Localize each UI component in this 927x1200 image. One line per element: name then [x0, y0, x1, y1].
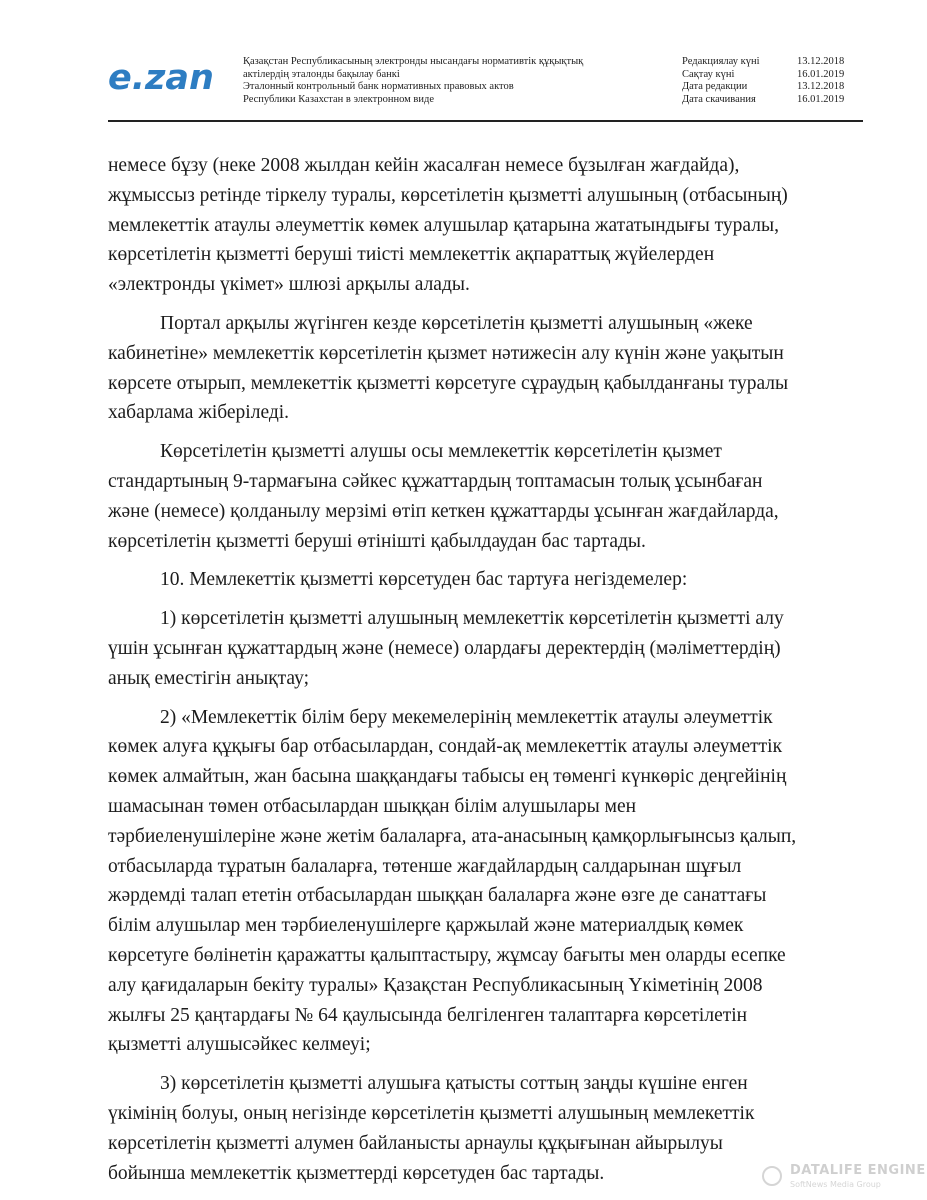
text-line: стандартының 9-тармағына сәйкес құжаттардың топтамасын толық ұсынбаған [108, 470, 763, 492]
text-line: 2) «Мемлекеттік білім беру мекемелерінің мемлекеттік атаулы әлеуметтік [160, 706, 773, 728]
text-line: жылғы 25 қаңтардағы № 64 қаулысында белгіленген талаптарға көрсетілетін [108, 1004, 748, 1026]
meta-row [682, 56, 867, 69]
ezan-logo: e.zan [108, 58, 214, 98]
text-line: көмек алмайтын, жан басына шаққандағы табысы ең төменгі күнкөріс деңгейінің [108, 766, 787, 788]
header-meta [682, 56, 867, 106]
watermark-subtitle: SoftNews Media Group [790, 1180, 881, 1189]
text-line: көрсетілетін қызметті алумен байланысты арнаулы құқығынан айырылуы [108, 1132, 723, 1154]
paragraph [108, 1069, 848, 1188]
text-line: 10. Мемлекеттік қызметті көрсетуден бас тартуға негіздемелер: [160, 569, 688, 591]
paragraph [108, 437, 848, 556]
header-desc-line: актілердің эталонды бақылау банкі [243, 68, 400, 80]
paragraph [108, 151, 848, 300]
text-line: шамасынан төмен отбасылардан шыққан білім алушылары мен [108, 795, 637, 817]
paragraph [108, 703, 848, 1061]
text-line: «электронды үкімет» шлюзі арқылы алады. [108, 274, 470, 296]
meta-label: Дата редакции [682, 81, 748, 92]
text-line: жәрдемді талап ететін отбасылардан шыққан балаларға және өзге де санаттағы [108, 885, 767, 907]
meta-value: 16.01.2019 [797, 93, 845, 105]
meta-row [682, 94, 867, 107]
header-desc-line: Қазақстан Республикасының электронды нысандағы нормативтік құқықтық [243, 56, 584, 67]
text-line: хабарлама жіберіледі. [108, 402, 290, 424]
text-line: және (немесе) қолданылу мерзімі өтіп кеткен құжаттарды ұсынған жағдайларда, [108, 500, 779, 522]
text-line: көмек алуға құқығы бар отбасылардан, сондай-ақ мемлекеттік атаулы әлеуметтік [108, 736, 783, 758]
text-line: Портал арқылы жүгінген кезде көрсетілетін қызметті алушының «жеке [160, 312, 753, 334]
meta-label: Дата скачивания [682, 93, 756, 105]
header-description [243, 56, 583, 106]
meta-value: 13.12.2018 [797, 81, 845, 92]
text-line: үшін ұсынған құжаттардың және (немесе) олардағы деректердің (мәліметтердің) [108, 637, 781, 659]
text-line: анық еместігін анықтау; [108, 667, 309, 689]
text-line: тәрбиеленушілеріне және жетім балаларға, ата-анасының қамқорлығынсыз қалып, [108, 825, 797, 847]
page-header [108, 54, 863, 120]
text-line: Көрсетілетін қызметті алушы осы мемлекеттік көрсетілетін қызмет [160, 441, 722, 463]
datalife-logo-icon [762, 1166, 782, 1186]
meta-value: 16.01.2019 [797, 68, 845, 80]
text-line: үкімінің болуы, оның негізінде көрсетілетін қызметті алушының мемлекеттік [108, 1102, 755, 1124]
datalife-watermark [762, 1163, 926, 1195]
paragraph [108, 565, 848, 595]
text-line: көрсете отырып, мемлекеттік қызметті көрсетуге сұраудың қабылданғаны туралы [108, 372, 789, 394]
text-line: көрсетілетін қызметті беруші тиісті мемлекеттік ақпараттық жүйелерден [108, 244, 715, 266]
text-line: 3) көрсетілетін қызметті алушыға қатысты соттың заңды күшіне енген [160, 1073, 748, 1095]
text-line: отбасыларда тұратын балаларға, төтенше жағдайлардың салдарынан шұғыл [108, 855, 742, 877]
text-line: жұмыссыз ретінде тіркелу туралы, көрсетілетін қызметті алушының (отбасының) [108, 184, 788, 206]
watermark-title: DATALIFE ENGINE [790, 1163, 926, 1178]
paragraph [108, 604, 848, 693]
text-line: мемлекеттік атаулы әлеуметтік көмек алушылар қатарына жататындығы туралы, [108, 214, 779, 236]
paragraph [108, 309, 848, 428]
text-line: алу қағидаларын бекіту туралы» Қазақстан Республикасының Үкіметінің 2008 [108, 974, 763, 996]
text-line: білім алушылар мен тәрбиеленушілерге қаржылай және материалдық көмек [108, 915, 744, 937]
meta-value: 13.12.2018 [797, 56, 845, 67]
document-body [108, 151, 848, 1197]
meta-label: Сақтау күні [682, 68, 735, 80]
meta-row [682, 69, 867, 82]
text-line: бойынша мемлекеттік қызметтерді көрсетуден бас тартады. [108, 1162, 605, 1184]
meta-label: Редакциялау күні [682, 56, 760, 67]
header-desc-line: Эталонный контрольный банк нормативных правовых актов [243, 81, 514, 92]
text-line: кабинетіне» мемлекеттік көрсетілетін қызмет нәтижесін алу күнін және уақытын [108, 342, 784, 364]
text-line: көрсетуге бөлінетін қаражатты қалыптастыру, жұмсау бағыты мен оларды есепке [108, 944, 786, 966]
meta-row [682, 81, 867, 94]
header-divider [108, 120, 863, 122]
text-line: қызметті алушысәйкес келмеуі; [108, 1034, 371, 1056]
header-desc-line: Республики Казахстан в электронном виде [243, 93, 434, 105]
text-line: көрсетілетін қызметті беруші өтінішті қабылдаудан бас тартады. [108, 530, 646, 552]
text-line: немесе бұзу (неке 2008 жылдан кейін жасалған немесе бұзылған жағдайда), [108, 155, 740, 176]
text-line: 1) көрсетілетін қызметті алушының мемлекеттік көрсетілетін қызметті алу [160, 608, 784, 630]
